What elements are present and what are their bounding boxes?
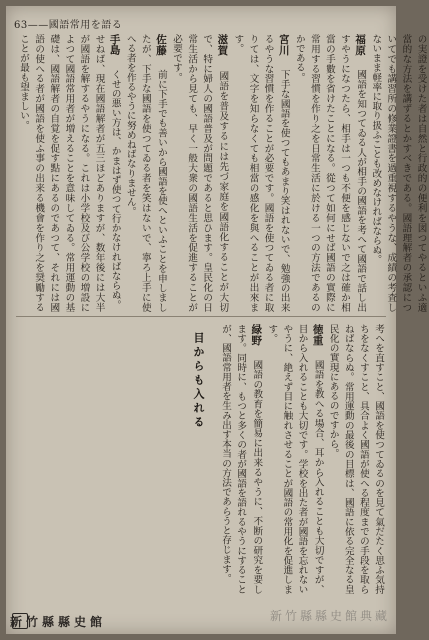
speaker-name: 緑野 [250,324,263,356]
paragraph [326,324,386,594]
document-page [6,6,427,634]
paragraph-text: 國語を普及するには先づ家庭を國語化することが大切で、特に婦人の國語普及が問題であると思ひます。皇民化の日常生活から見ても、早く一般大衆の國語生活を促進することが必要です。 [171,34,229,313]
speaker-name: 滋賀 [216,34,229,67]
speaker-name: 手島 [108,34,121,66]
speaker-name: 徳重 [311,324,324,356]
band-divider [16,316,386,317]
speaker-name: 佐藤 [154,34,167,66]
paragraph-text: 考へを直すこと、國語を使つてゐるのを見て氣だたく思ふ気持ちをなくすこと、具合よく國語が使へる程度までの手段を取らねばならぬ。常用運動の最後の目標は、國語に依る完全なる皇民化の實現にあるのですから。 [327,324,384,594]
upper-text-columns [16,34,429,312]
paragraph [264,324,325,594]
lower-text-columns [218,324,386,594]
speaker-name: 福原 [354,34,367,66]
paragraph [123,34,169,312]
paragraph-text: 國語の教育を簡易に出来るやうに、不断の研究を要します。同時に、もつと多くの者が國語を語れるやうにすることが、國語常用者を生み出す本当の方法であらうと存じます。 [220,324,263,595]
speaker-name: 宮川 [277,34,290,66]
archive-watermark-right: 新竹縣縣史館典藏 [269,609,390,623]
upper-text-band [16,34,427,313]
paragraph [368,34,428,312]
paragraph [169,34,230,312]
paragraph-text: 國語を教へる場合、耳から入れることも大切ですが、目から入れることも大切です。学校を出た者が國語を忘れないやうに、絶えず目に触れさせることが國語の常用化を促進します。 [266,324,324,595]
paragraph-text: 國語を知つてゐる人が相手の國語を考へて國語で話し出すやうになつたら、相手は一つも不便を感じないで之は確か相當の手數を省けたことになる。從つて如何にせば國語の實際に常用する習慣を作り之を日常生活に於ける一つの方法であるのかである。 [293,34,367,313]
archive-stamp-left: 新竹縣縣史館 [10,615,107,629]
paragraph-text: くせの悪い方は、かまはず使つて行かなければならぬ。 [109,69,121,310]
page-header: 63——國語常用を語る [14,20,123,31]
paragraph-text: せねば、現在國語解者が五三ほどありますが、数年後には大半が國語を解するやうになる。これは小学校及び公学校の増設によつて國語常用者が増えることを意味してゐる。常用運動の基礎は、國語解者の自覚を促す點にあるのであつて、それには國語の使へる者が國語を使ふ事の出来る機會を作り之を奨勵することが最も望ましい。 [18,34,105,312]
paragraph-text: の実證を受けた者は自然と行政的の便利を図つてやるといふ適當的な方法を講ずるとかすべきである。國語理解者の承認についてでも講習所の修業證書を過重視するやうな、成績の考査しないまま軽率に取り扱ふことも改めなければならぬ。 [370,34,427,312]
section-subheading: 目からも入れる [192,332,205,430]
lower-text-band [16,324,386,594]
paragraph-text: 下手な國語を使つてもあまり笑はれないで、勉強の出来るやうな習慣を作ることが必要です。國語を使つてゐる者に取りては、文字を知らなくても相當の感化を與へることが出來ます。 [232,34,290,313]
paragraph [218,324,264,594]
paragraph [292,34,368,312]
paragraph [230,34,291,312]
paragraph [16,34,107,312]
paragraph-text: 前に下手でも善いから國語を使へといふことを申しましたが、下手な國語を使つてゐる者を笑はないで、寧ろ上手に使へる者を作るやうに努めねばなりません。 [124,34,167,313]
paragraph [107,34,123,312]
